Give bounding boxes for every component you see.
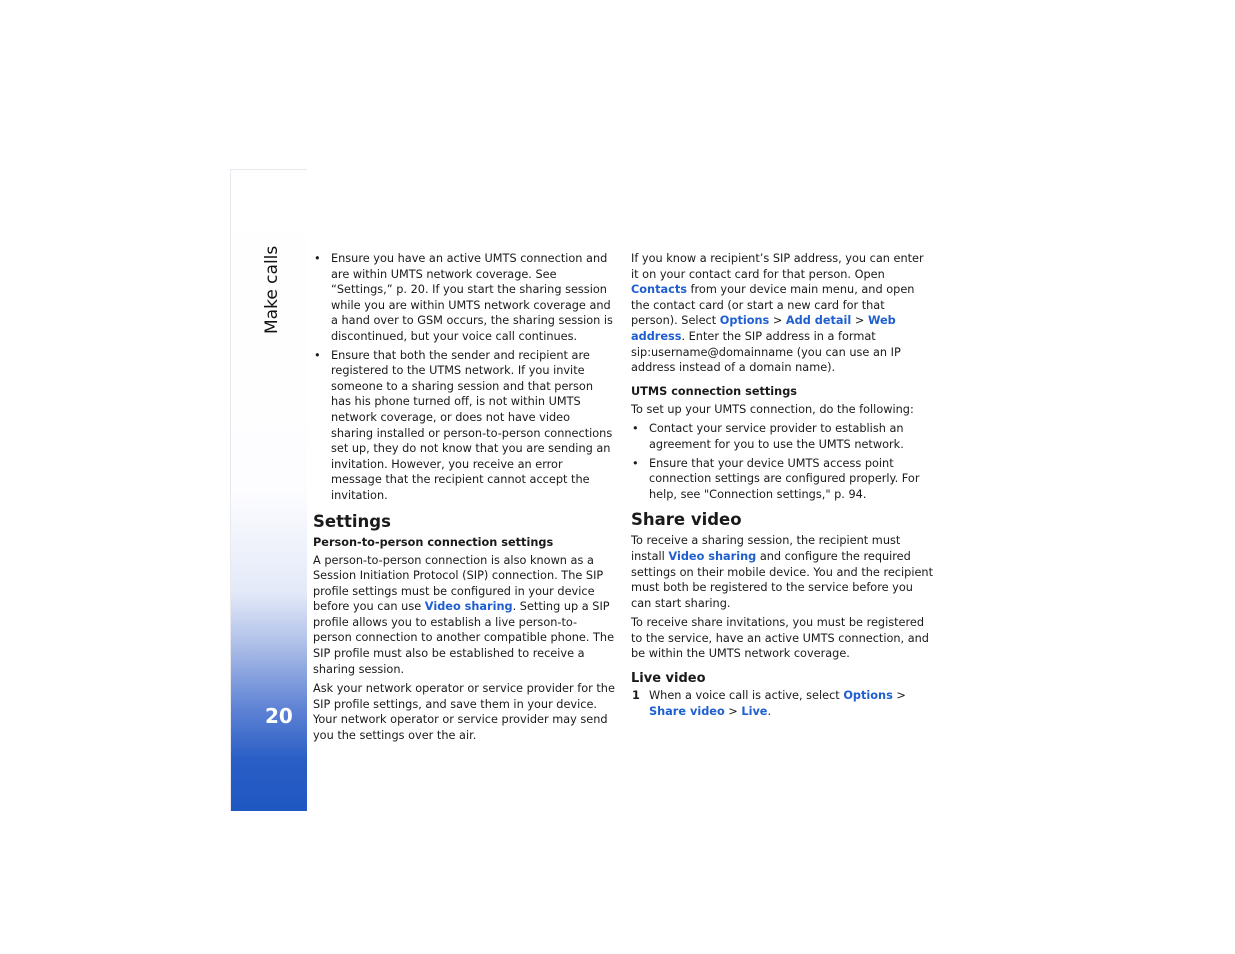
web-address-link[interactable]: Web address <box>631 314 896 343</box>
bullet-icon: • <box>314 348 321 362</box>
share-video-heading: Share video <box>631 510 742 530</box>
list-item: • Ensure you have an active UMTS connection and are within UMTS network coverage. See “Settings,” p. 20. If you start the sharing session while you are within UMTS network coverage and a hand over to GSM occurs, the sharing session is discontinued, but your voice call continues. <box>314 252 613 343</box>
share-video-link[interactable]: Share video <box>649 704 725 718</box>
left-column <box>313 251 615 748</box>
step-number: 1 <box>632 689 640 703</box>
share-paragraph-1: To receive a sharing session, the recipient must install Video sharing and configure the required settings on their mobile device. You and the recipient must both be registered to the service before you can start sharing. <box>631 534 933 610</box>
umts-settings-heading: UTMS connection settings <box>631 384 798 398</box>
share-paragraph-2: To receive share invitations, you must be registered to the service, have an active UMTS connection, and be within the UMTS network coverage. <box>631 616 929 661</box>
p2p-paragraph: A person-to-person connection is also known as a Session Initiation Protocol (SIP) connection. The SIP profile settings must be configured in your device before you can use Video sharing. Setting up a SIP profile allows you to establish a live person-to-person connection to another compatible phone. The SIP profile must also be established to receive a sharing session. <box>313 553 615 676</box>
settings-heading: Settings <box>313 511 391 531</box>
step-item: 1 When a voice call is active, select Options > Share video > Live. <box>632 689 906 718</box>
live-video-steps <box>631 688 933 719</box>
p2p-settings-heading: Person-to-person connection settings <box>313 535 554 549</box>
live-video-heading: Live video <box>631 671 706 687</box>
list-item: • Contact your service provider to establish an agreement for you to use the UMTS network. <box>632 422 904 451</box>
page-number: 20 <box>265 704 293 728</box>
video-sharing-link[interactable]: Video sharing <box>668 549 757 563</box>
requirements-list <box>313 251 615 504</box>
umts-list <box>631 421 933 502</box>
umts-intro: To set up your UMTS connection, do the following: <box>631 402 914 416</box>
chapter-title: Make calls <box>262 245 282 334</box>
contacts-link[interactable]: Contacts <box>631 283 687 297</box>
operator-paragraph: Ask your network operator or service provider for the SIP profile settings, and save them in your device. Your network operator or service provider may send you the settings over the air. <box>313 682 615 743</box>
live-link[interactable]: Live <box>741 704 768 718</box>
add-detail-link[interactable]: Add detail <box>785 314 852 328</box>
options-link[interactable]: Options <box>843 689 893 703</box>
bullet-icon: • <box>632 456 639 470</box>
video-sharing-link[interactable]: Video sharing <box>424 600 513 614</box>
right-column <box>631 251 933 719</box>
list-item: • Ensure that your device UMTS access point connection settings are configured properly. For help, see "Connection settings," p. 94. <box>632 456 920 501</box>
list-item: • Ensure that both the sender and recipient are registered to the UTMS network. If you invite someone to a sharing session and that person has his phone turned off, is not within UMTS network coverage, or does not have video sharing installed or person-to-person connections set up, they do not know that you are sending an invitation. However, you receive an error message that the recipient cannot accept the invitation. <box>314 348 613 502</box>
sip-address-paragraph: If you know a recipient’s SIP address, you can enter it on your contact card for that person. Open Contacts from your device main menu, and open the contact card (or start a new card for that person). Select Options > Add detail > Web address. Enter the SIP address in a format sip:username@domainname (you can use an IP address instead of a domain name). <box>631 252 924 375</box>
options-link[interactable]: Options <box>719 314 770 328</box>
bullet-icon: • <box>632 422 639 436</box>
bullet-icon: • <box>314 252 321 265</box>
